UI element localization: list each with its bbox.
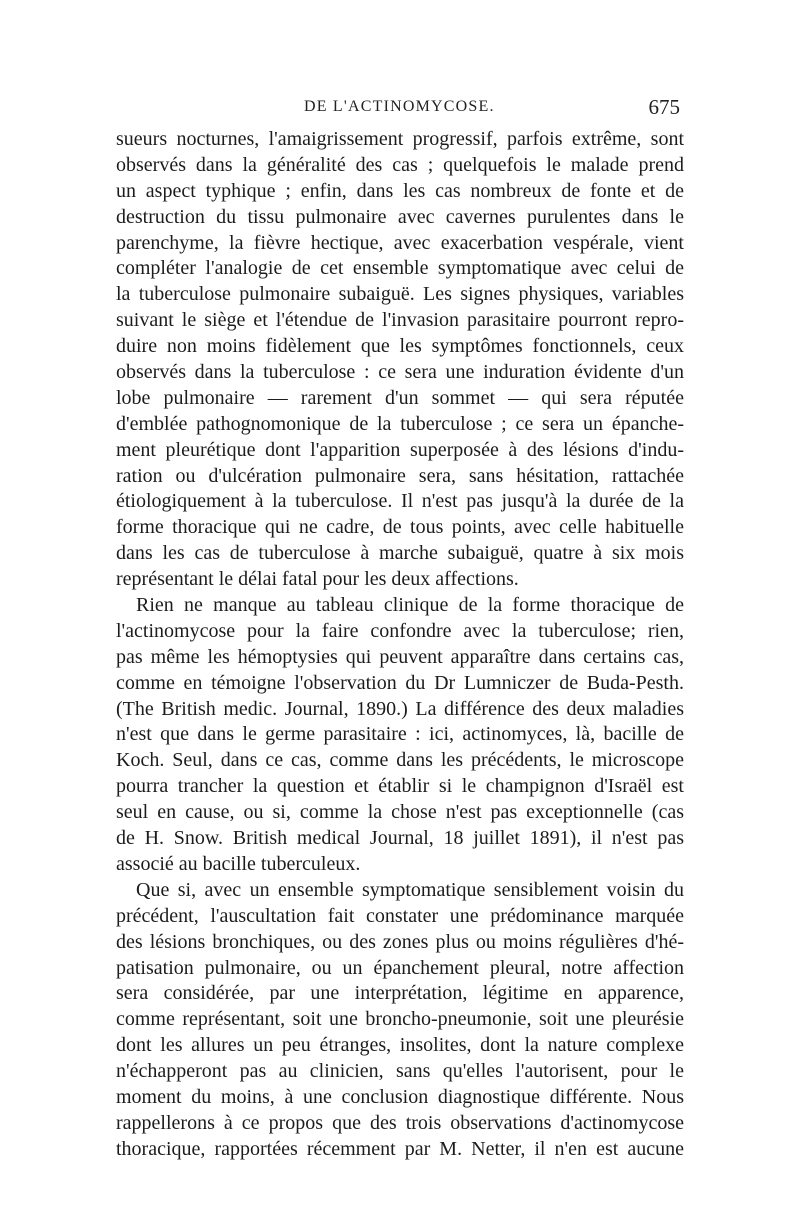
text-line: destruction du tissu pulmonaire avec cavernes purulentes dans le [116, 205, 684, 228]
text-line: d'emblée pathognomonique de la tuberculose ; ce sera un épanche- [116, 412, 684, 435]
text-line: patisation pulmonaire, ou un épanchement pleural, notre affection [116, 956, 684, 979]
text-line: Rien ne manque au tableau clinique de la forme thoracique de [136, 594, 684, 617]
text-line: seul en cause, ou si, comme la chose n'est pas exceptionnelle (cas [116, 801, 684, 824]
text-line: thoracique, rapportées récemment par M. Netter, il n'en est aucune [116, 1137, 684, 1160]
text-line: duire non moins fidèlement que les symptômes fonctionnels, ceux [116, 335, 684, 358]
text-line: pourra trancher la question et établir si le champignon d'Israël est [116, 775, 684, 798]
text-line: compléter l'analogie de cet ensemble symptomatique avec celui de [116, 257, 684, 280]
text-line: des lésions bronchiques, ou des zones plus ou moins régulières d'hé- [116, 930, 684, 953]
text-line: Que si, avec un ensemble symptomatique sensiblement voisin du [136, 878, 684, 901]
text-line: comme en témoigne l'observation du Dr Lumniczer de Buda-Pesth. [116, 671, 684, 694]
text-line: lobe pulmonaire — rarement d'un sommet — qui sera réputée [116, 386, 684, 409]
paragraph-3 [116, 878, 684, 1163]
text-line: l'actinomycose pour la faire confondre avec la tuberculose; rien, [116, 619, 684, 642]
text-line: précédent, l'auscultation fait constater une prédominance marquée [116, 904, 684, 927]
text-line: rappellerons à ce propos que des trois observations d'actinomycose [116, 1111, 684, 1134]
text-line: observés dans la généralité des cas ; quelquefois le malade prend [116, 153, 684, 176]
text-line: la tuberculose pulmonaire subaiguë. Les signes physiques, variables [116, 283, 684, 306]
text-line: Koch. Seul, dans ce cas, comme dans les précédents, le microscope [116, 749, 684, 772]
text-line: n'est que dans le germe parasitaire : ici, actinomyces, là, bacille de [116, 723, 684, 746]
text-line: sera considérée, par une interprétation, légitime en apparence, [116, 982, 684, 1005]
page-header [116, 95, 680, 122]
text-line: n'échapperont pas au clinicien, sans qu'elles l'autorisent, pour le [116, 1060, 684, 1083]
text-line: suivant le siège et l'étendue de l'invasion parasitaire pourront repro- [116, 309, 684, 332]
text-line: un aspect typhique ; enfin, dans les cas nombreux de fonte et de [116, 179, 684, 202]
text-line: comme représentant, soit une broncho-pneumonie, soit une pleurésie [116, 1008, 684, 1031]
text-line: associé au bacille tuberculeux. [116, 852, 361, 875]
text-line: ration ou d'ulcération pulmonaire sera, sans hésitation, rattachée [116, 464, 684, 487]
text-line: dans les cas de tuberculose à marche subaiguë, quatre à six mois [116, 542, 684, 565]
text-line: de H. Snow. British medical Journal, 18 juillet 1891), il n'est pas [116, 827, 684, 850]
text-line: dont les allures un peu étranges, insolites, dont la nature complexe [116, 1034, 684, 1057]
text-line: forme thoracique qui ne cadre, de tous points, avec celle habituelle [116, 516, 684, 539]
text-line: (The British medic. Journal, 1890.) La différence des deux maladies [116, 697, 684, 720]
text-line: représentant le délai fatal pour les deux affections. [116, 568, 519, 591]
running-title: DE L'ACTINOMYCOSE. [304, 98, 495, 115]
text-line: sueurs nocturnes, l'amaigrissement progressif, parfois extrême, sont [116, 128, 684, 150]
text-line: ment pleurétique dont l'apparition superposée à des lésions d'indu- [116, 438, 684, 461]
paragraph-1 [116, 127, 684, 593]
text-line: parenchyme, la fièvre hectique, avec exacerbation vespérale, vient [116, 231, 684, 254]
paragraph-2 [116, 593, 684, 878]
text-line: observés dans la tuberculose : ce sera une induration évidente d'un [116, 361, 684, 384]
text-line: pas même les hémoptysies qui peuvent apparaître dans certains cas, [116, 645, 684, 668]
page-number: 675 [648, 95, 680, 119]
text-line: moment du moins, à une conclusion diagnostique différente. Nous [116, 1085, 684, 1108]
body-text [116, 127, 684, 1163]
text-line: étiologiquement à la tuberculose. Il n'est pas jusqu'à la durée de la [116, 490, 684, 513]
